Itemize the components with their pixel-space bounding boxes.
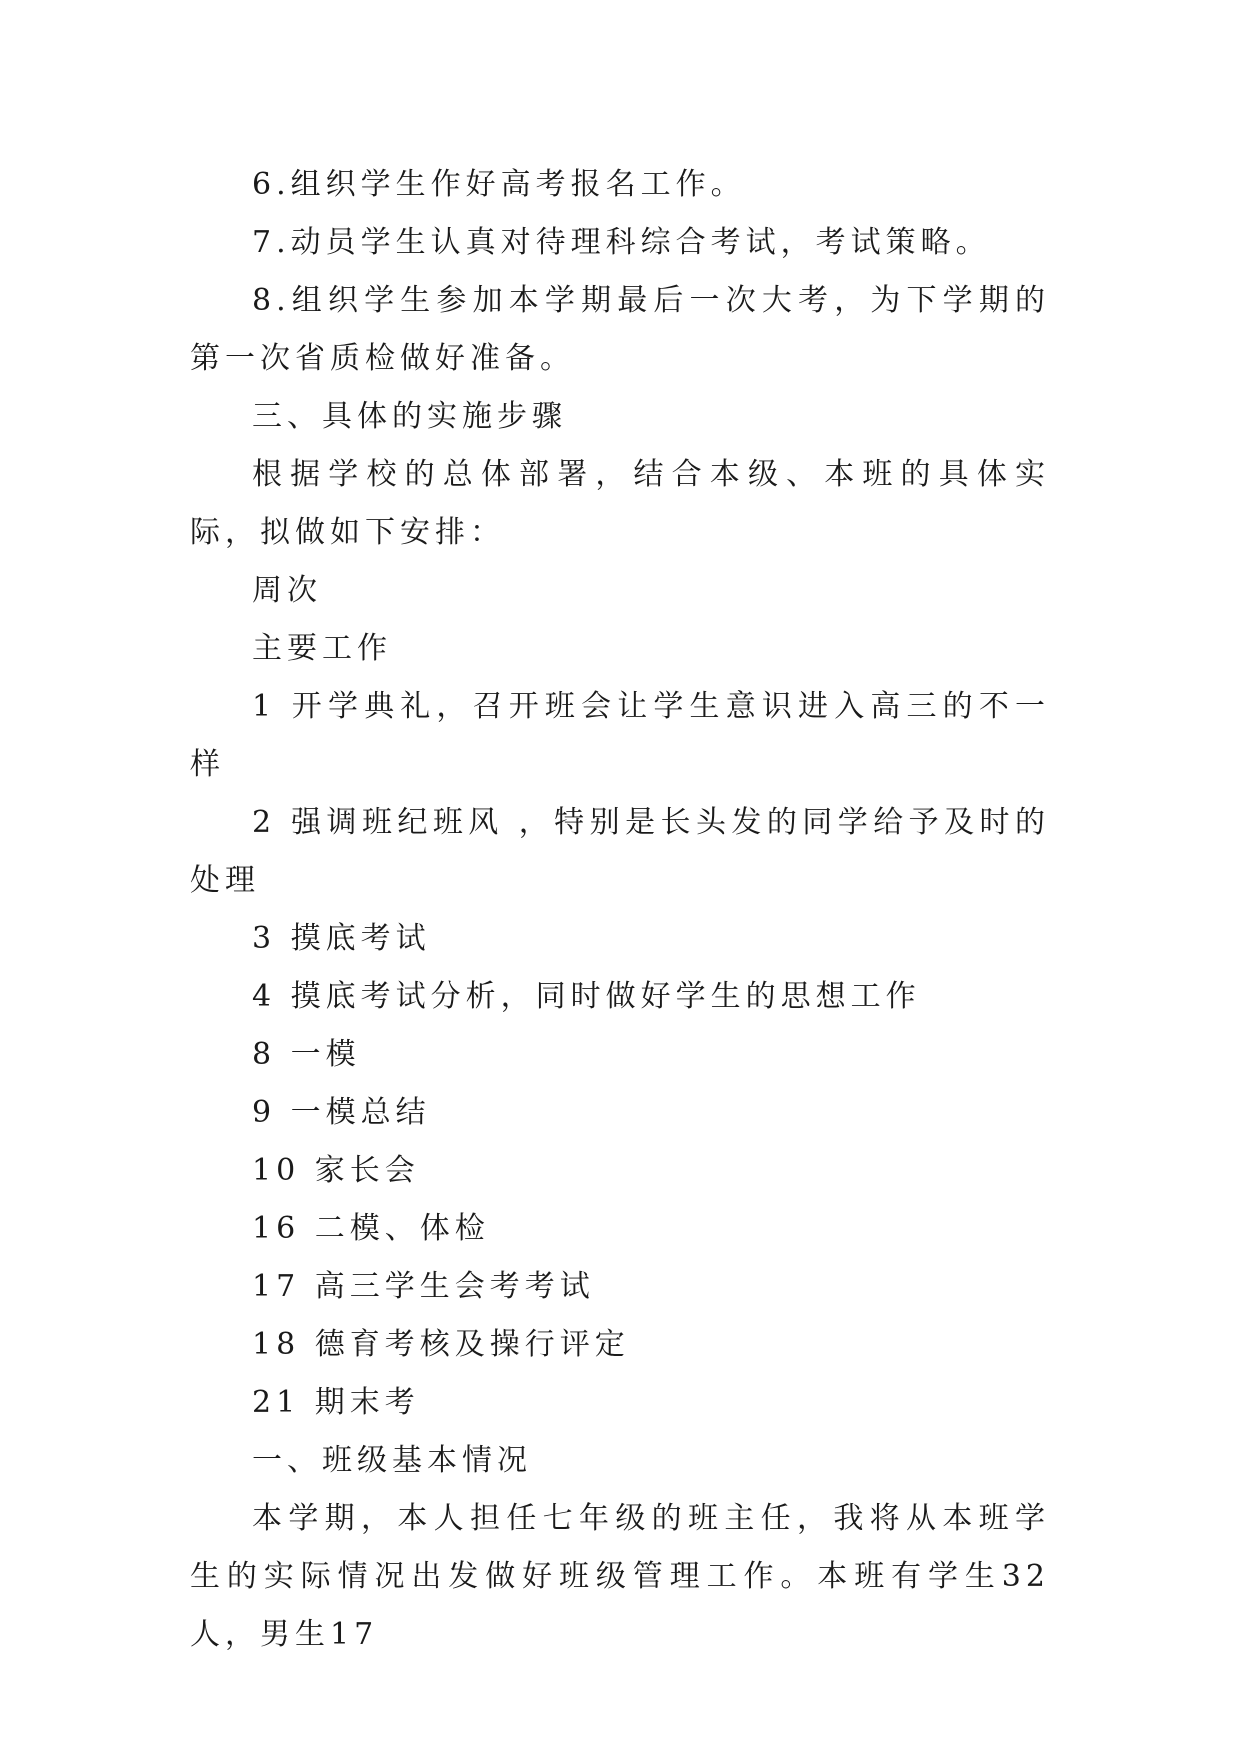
- schedule-row: 16 二模、体检: [252, 1211, 490, 1246]
- schedule-row: 2 强调班纪班风 ，特别是长头发的同学给予及时的处理: [190, 805, 1050, 898]
- schedule-header-week: 周次: [252, 573, 322, 608]
- schedule-row: 8 一模: [252, 1037, 361, 1072]
- schedule-row: 17 高三学生会考考试: [252, 1269, 595, 1304]
- document-body: [190, 156, 1050, 1664]
- schedule-row: 9 一模总结: [252, 1095, 431, 1130]
- paragraph-item-6: 6.组织学生作好高考报名工作。: [252, 167, 746, 202]
- schedule-row: 10 家长会: [252, 1153, 420, 1188]
- paragraph-arrangement: 根据学校的总体部署，结合本级、本班的具体实际，拟做如下安排：: [190, 457, 1050, 550]
- schedule-row: 18 德育考核及操行评定: [252, 1327, 630, 1362]
- paragraph-item-8: 8.组织学生参加本学期最后一次大考，为下学期的第一次省质检做好准备。: [190, 283, 1050, 376]
- schedule-row: 1 开学典礼，召开班会让学生意识进入高三的不一样: [190, 689, 1050, 782]
- section-heading-implementation: 三、具体的实施步骤: [252, 399, 567, 434]
- section-heading-class-info: 一、班级基本情况: [252, 1443, 532, 1478]
- schedule-header-work: 主要工作: [252, 631, 392, 666]
- paragraph-class-info: 本学期，本人担任七年级的班主任，我将从本班学生的实际情况出发做好班级管理工作。本班有学生32人，男生17: [190, 1501, 1050, 1652]
- schedule-row: 4 摸底考试分析，同时做好学生的思想工作: [252, 979, 921, 1014]
- schedule-row: 3 摸底考试: [252, 921, 431, 956]
- schedule-row: 21 期末考: [252, 1385, 420, 1420]
- paragraph-item-7: 7.动员学生认真对待理科综合考试，考试策略。: [252, 225, 991, 260]
